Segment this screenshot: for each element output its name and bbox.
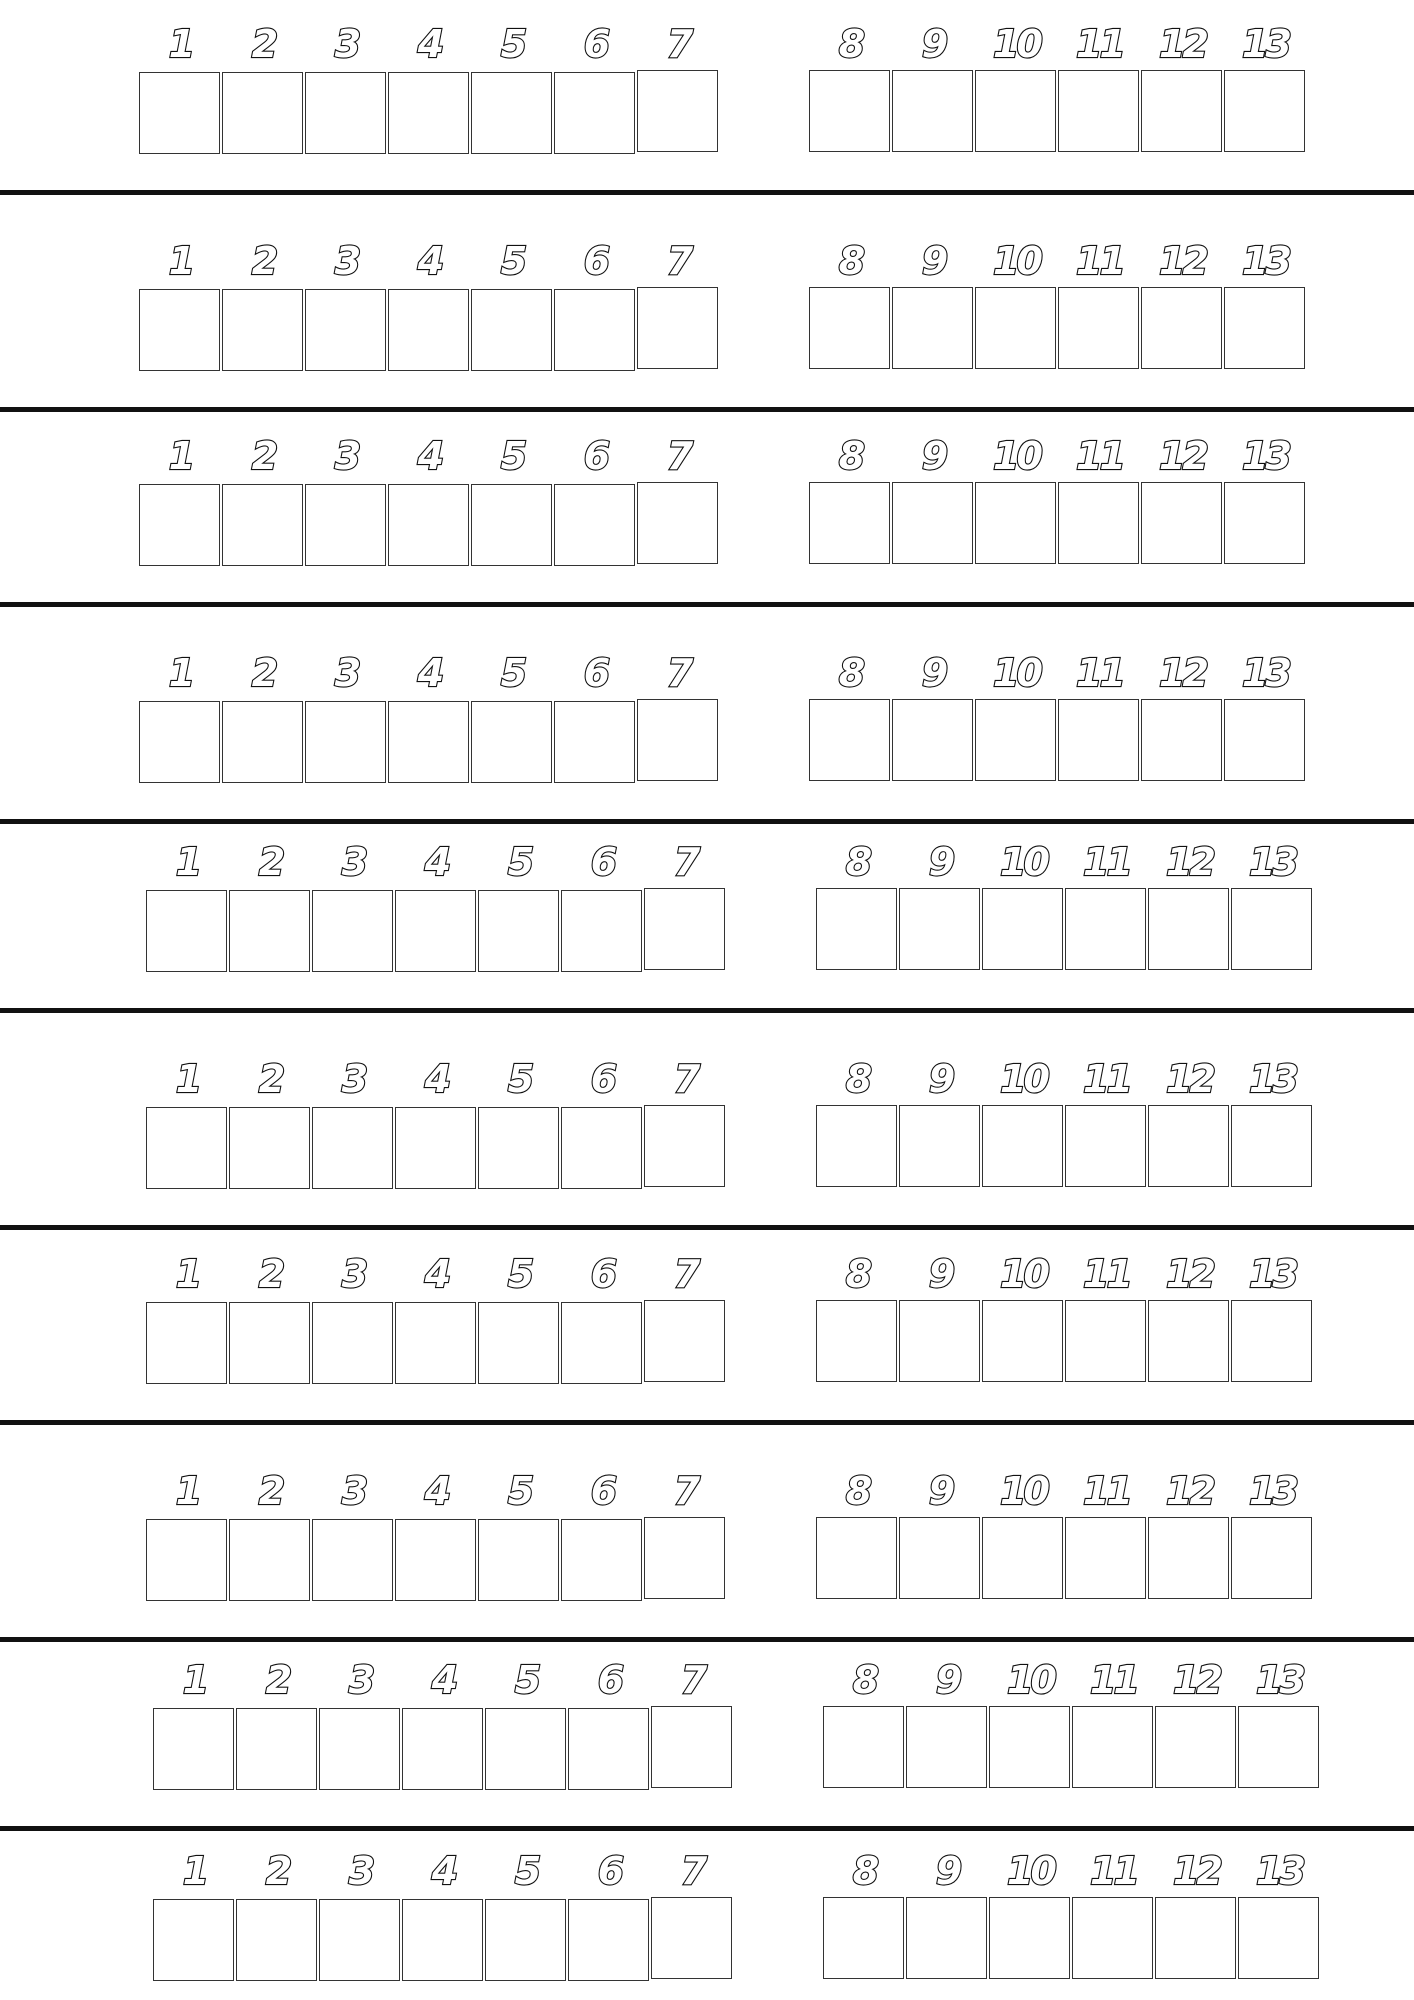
answer-box[interactable] <box>823 1897 904 1979</box>
answer-row <box>0 432 1414 572</box>
answer-box[interactable] <box>1148 1105 1229 1187</box>
cell-number: 4 <box>431 1849 456 1893</box>
answer-box[interactable] <box>388 289 469 371</box>
cell-number: 5 <box>500 434 525 478</box>
answer-box[interactable] <box>319 1899 400 1981</box>
answer-box[interactable] <box>1231 1105 1312 1187</box>
answer-box[interactable] <box>1058 482 1139 564</box>
answer-box[interactable] <box>305 72 386 154</box>
cell-number: 13 <box>1249 1252 1296 1296</box>
cell-number: 8 <box>845 1057 870 1101</box>
answer-box[interactable] <box>1058 70 1139 152</box>
cell-number: 13 <box>1256 1658 1303 1702</box>
answer-box[interactable] <box>809 287 890 369</box>
answer-box[interactable] <box>1065 888 1146 970</box>
answer-row <box>0 1467 1414 1607</box>
answer-box[interactable] <box>229 1519 310 1601</box>
cell-number: 2 <box>265 1658 290 1702</box>
cell-number: 11 <box>1083 1252 1130 1296</box>
answer-box[interactable] <box>989 1897 1070 1979</box>
answer-box[interactable] <box>644 1300 725 1382</box>
cell-number: 12 <box>1173 1849 1220 1893</box>
answer-box[interactable] <box>816 1517 897 1599</box>
cell-number: 6 <box>590 1252 615 1296</box>
cell-number: 9 <box>935 1849 960 1893</box>
cell-number: 10 <box>1000 840 1047 884</box>
cell-number: 2 <box>258 1252 283 1296</box>
answer-row <box>0 838 1414 978</box>
cell-number: 12 <box>1173 1658 1220 1702</box>
answer-box[interactable] <box>485 1899 566 1981</box>
answer-box[interactable] <box>561 1302 642 1384</box>
answer-box[interactable] <box>1141 482 1222 564</box>
cell-number: 5 <box>507 1469 532 1513</box>
answer-box[interactable] <box>637 699 718 781</box>
cell-number: 7 <box>673 1252 698 1296</box>
answer-box[interactable] <box>1058 699 1139 781</box>
answer-row <box>0 1656 1414 1796</box>
answer-box[interactable] <box>1224 699 1305 781</box>
answer-box[interactable] <box>305 701 386 783</box>
cell-number: 10 <box>1000 1469 1047 1513</box>
answer-row <box>0 1250 1414 1390</box>
cell-number: 7 <box>680 1658 705 1702</box>
cell-number: 6 <box>583 239 608 283</box>
answer-box[interactable] <box>222 72 303 154</box>
answer-box[interactable] <box>982 1300 1063 1382</box>
answer-box[interactable] <box>809 482 890 564</box>
answer-box[interactable] <box>899 1105 980 1187</box>
cell-number: 5 <box>507 840 532 884</box>
answer-box[interactable] <box>222 484 303 566</box>
answer-box[interactable] <box>644 1517 725 1599</box>
cell-number: 3 <box>348 1658 373 1702</box>
answer-box[interactable] <box>312 1519 393 1601</box>
cell-number: 5 <box>514 1658 539 1702</box>
cell-number: 12 <box>1166 1057 1213 1101</box>
answer-box[interactable] <box>395 1302 476 1384</box>
cell-number: 9 <box>921 22 946 66</box>
cell-number: 9 <box>928 1252 953 1296</box>
answer-box[interactable] <box>1238 1897 1319 1979</box>
cell-number: 2 <box>258 1057 283 1101</box>
cell-number: 5 <box>500 22 525 66</box>
answer-box[interactable] <box>809 70 890 152</box>
answer-box[interactable] <box>388 701 469 783</box>
answer-row <box>0 20 1414 160</box>
cell-number: 10 <box>1007 1658 1054 1702</box>
row-divider <box>0 602 1414 607</box>
cell-number: 5 <box>500 239 525 283</box>
row-divider <box>0 1008 1414 1013</box>
cell-number: 8 <box>838 239 863 283</box>
answer-box[interactable] <box>892 699 973 781</box>
answer-box[interactable] <box>975 70 1056 152</box>
cell-number: 2 <box>251 434 276 478</box>
cell-number: 10 <box>993 651 1040 695</box>
answer-box[interactable] <box>651 1706 732 1788</box>
answer-box[interactable] <box>809 699 890 781</box>
answer-box[interactable] <box>395 1519 476 1601</box>
cell-number: 3 <box>334 434 359 478</box>
answer-box[interactable] <box>637 70 718 152</box>
cell-number: 4 <box>431 1658 456 1702</box>
answer-box[interactable] <box>1058 287 1139 369</box>
cell-number: 7 <box>666 22 691 66</box>
cell-number: 3 <box>334 239 359 283</box>
cell-number: 4 <box>417 651 442 695</box>
cell-number: 12 <box>1159 239 1206 283</box>
cell-number: 2 <box>258 1469 283 1513</box>
answer-box[interactable] <box>236 1708 317 1790</box>
answer-box[interactable] <box>1072 1706 1153 1788</box>
cell-number: 1 <box>168 22 193 66</box>
answer-box[interactable] <box>471 72 552 154</box>
answer-box[interactable] <box>146 1107 227 1189</box>
cell-number: 6 <box>583 22 608 66</box>
answer-box[interactable] <box>1224 287 1305 369</box>
answer-box[interactable] <box>651 1897 732 1979</box>
answer-box[interactable] <box>1238 1706 1319 1788</box>
cell-number: 7 <box>666 239 691 283</box>
answer-box[interactable] <box>644 1105 725 1187</box>
cell-number: 12 <box>1166 1252 1213 1296</box>
answer-box[interactable] <box>975 287 1056 369</box>
cell-number: 12 <box>1159 434 1206 478</box>
answer-box[interactable] <box>1065 1517 1146 1599</box>
cell-number: 8 <box>852 1658 877 1702</box>
row-divider <box>0 1637 1414 1642</box>
cell-number: 8 <box>838 434 863 478</box>
answer-box[interactable] <box>1141 287 1222 369</box>
answer-box[interactable] <box>906 1706 987 1788</box>
cell-number: 13 <box>1242 434 1289 478</box>
cell-number: 10 <box>1000 1057 1047 1101</box>
answer-box[interactable] <box>1065 1300 1146 1382</box>
cell-number: 7 <box>666 651 691 695</box>
cell-number: 6 <box>583 434 608 478</box>
answer-box[interactable] <box>982 1105 1063 1187</box>
cell-number: 3 <box>334 651 359 695</box>
answer-box[interactable] <box>153 1708 234 1790</box>
answer-row <box>0 237 1414 377</box>
cell-number: 1 <box>168 434 193 478</box>
cell-number: 6 <box>583 651 608 695</box>
cell-number: 7 <box>680 1849 705 1893</box>
cell-number: 6 <box>597 1849 622 1893</box>
answer-box[interactable] <box>1148 1300 1229 1382</box>
answer-row <box>0 649 1414 789</box>
answer-box[interactable] <box>561 890 642 972</box>
cell-number: 8 <box>845 1469 870 1513</box>
answer-box[interactable] <box>139 484 220 566</box>
cell-number: 13 <box>1249 1057 1296 1101</box>
answer-box[interactable] <box>975 482 1056 564</box>
answer-box[interactable] <box>1148 888 1229 970</box>
cell-number: 3 <box>341 840 366 884</box>
cell-number: 11 <box>1076 239 1123 283</box>
cell-number: 13 <box>1242 22 1289 66</box>
cell-number: 5 <box>507 1057 532 1101</box>
cell-number: 9 <box>928 1469 953 1513</box>
cell-number: 2 <box>251 651 276 695</box>
answer-box[interactable] <box>395 1107 476 1189</box>
cell-number: 8 <box>838 651 863 695</box>
answer-box[interactable] <box>1155 1897 1236 1979</box>
answer-box[interactable] <box>561 1107 642 1189</box>
cell-number: 4 <box>417 239 442 283</box>
cell-number: 6 <box>590 1057 615 1101</box>
answer-box[interactable] <box>1141 699 1222 781</box>
cell-number: 11 <box>1076 434 1123 478</box>
cell-number: 10 <box>993 22 1040 66</box>
answer-box[interactable] <box>568 1708 649 1790</box>
answer-box[interactable] <box>906 1897 987 1979</box>
cell-number: 3 <box>334 22 359 66</box>
cell-number: 4 <box>424 1057 449 1101</box>
answer-box[interactable] <box>1224 482 1305 564</box>
answer-box[interactable] <box>229 1302 310 1384</box>
answer-box[interactable] <box>899 1300 980 1382</box>
cell-number: 12 <box>1159 22 1206 66</box>
cell-number: 13 <box>1242 239 1289 283</box>
answer-box[interactable] <box>892 287 973 369</box>
answer-box[interactable] <box>1224 70 1305 152</box>
cell-number: 12 <box>1166 1469 1213 1513</box>
cell-number: 2 <box>251 22 276 66</box>
answer-box[interactable] <box>568 1899 649 1981</box>
cell-number: 1 <box>168 651 193 695</box>
answer-box[interactable] <box>1231 888 1312 970</box>
cell-number: 11 <box>1076 651 1123 695</box>
cell-number: 1 <box>175 840 200 884</box>
answer-box[interactable] <box>312 1107 393 1189</box>
answer-box[interactable] <box>1148 1517 1229 1599</box>
cell-number: 1 <box>182 1658 207 1702</box>
answer-box[interactable] <box>402 1899 483 1981</box>
answer-box[interactable] <box>236 1899 317 1981</box>
cell-number: 11 <box>1090 1658 1137 1702</box>
answer-box[interactable] <box>153 1899 234 1981</box>
cell-number: 10 <box>1007 1849 1054 1893</box>
cell-number: 7 <box>673 1469 698 1513</box>
answer-box[interactable] <box>816 1300 897 1382</box>
answer-box[interactable] <box>471 289 552 371</box>
answer-box[interactable] <box>319 1708 400 1790</box>
cell-number: 7 <box>673 1057 698 1101</box>
answer-box[interactable] <box>982 888 1063 970</box>
answer-box[interactable] <box>222 701 303 783</box>
row-divider <box>0 1826 1414 1831</box>
cell-number: 4 <box>424 1252 449 1296</box>
answer-box[interactable] <box>637 482 718 564</box>
cell-number: 12 <box>1166 840 1213 884</box>
answer-box[interactable] <box>305 484 386 566</box>
cell-number: 2 <box>265 1849 290 1893</box>
answer-box[interactable] <box>816 888 897 970</box>
cell-number: 1 <box>168 239 193 283</box>
cell-number: 4 <box>424 1469 449 1513</box>
cell-number: 5 <box>514 1849 539 1893</box>
cell-number: 1 <box>182 1849 207 1893</box>
answer-box[interactable] <box>146 890 227 972</box>
cell-number: 4 <box>417 22 442 66</box>
answer-box[interactable] <box>554 484 635 566</box>
answer-box[interactable] <box>823 1706 904 1788</box>
cell-number: 10 <box>1000 1252 1047 1296</box>
cell-number: 11 <box>1083 840 1130 884</box>
cell-number: 1 <box>175 1252 200 1296</box>
cell-number: 2 <box>258 840 283 884</box>
answer-box[interactable] <box>478 1107 559 1189</box>
answer-box[interactable] <box>471 701 552 783</box>
cell-number: 7 <box>666 434 691 478</box>
cell-number: 11 <box>1090 1849 1137 1893</box>
answer-box[interactable] <box>471 484 552 566</box>
answer-box[interactable] <box>305 289 386 371</box>
answer-box[interactable] <box>644 888 725 970</box>
answer-box[interactable] <box>388 72 469 154</box>
answer-box[interactable] <box>1155 1706 1236 1788</box>
answer-box[interactable] <box>899 1517 980 1599</box>
cell-number: 6 <box>590 1469 615 1513</box>
cell-number: 3 <box>341 1469 366 1513</box>
answer-box[interactable] <box>1231 1517 1312 1599</box>
row-divider <box>0 190 1414 195</box>
cell-number: 9 <box>921 239 946 283</box>
cell-number: 13 <box>1256 1849 1303 1893</box>
answer-box[interactable] <box>554 701 635 783</box>
answer-row <box>0 1847 1414 1987</box>
cell-number: 8 <box>838 22 863 66</box>
cell-number: 9 <box>921 651 946 695</box>
cell-number: 4 <box>417 434 442 478</box>
answer-box[interactable] <box>139 72 220 154</box>
cell-number: 4 <box>424 840 449 884</box>
cell-number: 9 <box>921 434 946 478</box>
answer-box[interactable] <box>816 1105 897 1187</box>
answer-box[interactable] <box>1231 1300 1312 1382</box>
answer-box[interactable] <box>899 888 980 970</box>
row-divider <box>0 1420 1414 1425</box>
answer-box[interactable] <box>1072 1897 1153 1979</box>
cell-number: 9 <box>928 840 953 884</box>
cell-number: 11 <box>1076 22 1123 66</box>
answer-box[interactable] <box>312 1302 393 1384</box>
row-divider <box>0 1225 1414 1230</box>
answer-box[interactable] <box>989 1706 1070 1788</box>
answer-box[interactable] <box>139 701 220 783</box>
answer-box[interactable] <box>554 289 635 371</box>
cell-number: 12 <box>1159 651 1206 695</box>
cell-number: 3 <box>341 1057 366 1101</box>
answer-box[interactable] <box>892 482 973 564</box>
cell-number: 10 <box>993 239 1040 283</box>
answer-box[interactable] <box>229 890 310 972</box>
cell-number: 2 <box>251 239 276 283</box>
answer-box[interactable] <box>485 1708 566 1790</box>
cell-number: 8 <box>845 840 870 884</box>
cell-number: 1 <box>175 1057 200 1101</box>
row-divider <box>0 819 1414 824</box>
answer-box[interactable] <box>312 890 393 972</box>
cell-number: 9 <box>928 1057 953 1101</box>
answer-box[interactable] <box>1141 70 1222 152</box>
answer-box[interactable] <box>478 890 559 972</box>
cell-number: 3 <box>348 1849 373 1893</box>
cell-number: 8 <box>845 1252 870 1296</box>
answer-row <box>0 1055 1414 1195</box>
cell-number: 13 <box>1242 651 1289 695</box>
answer-box[interactable] <box>146 1519 227 1601</box>
cell-number: 5 <box>507 1252 532 1296</box>
answer-box[interactable] <box>1065 1105 1146 1187</box>
cell-number: 13 <box>1249 840 1296 884</box>
cell-number: 10 <box>993 434 1040 478</box>
cell-number: 1 <box>175 1469 200 1513</box>
cell-number: 11 <box>1083 1057 1130 1101</box>
answer-box[interactable] <box>222 289 303 371</box>
answer-box[interactable] <box>146 1302 227 1384</box>
answer-box[interactable] <box>892 70 973 152</box>
cell-number: 9 <box>935 1658 960 1702</box>
cell-number: 7 <box>673 840 698 884</box>
answer-box[interactable] <box>478 1519 559 1601</box>
row-divider <box>0 407 1414 412</box>
cell-number: 3 <box>341 1252 366 1296</box>
answer-box[interactable] <box>982 1517 1063 1599</box>
answer-box[interactable] <box>388 484 469 566</box>
answer-box[interactable] <box>554 72 635 154</box>
answer-box[interactable] <box>229 1107 310 1189</box>
cell-number: 13 <box>1249 1469 1296 1513</box>
answer-box[interactable] <box>395 890 476 972</box>
answer-box[interactable] <box>139 289 220 371</box>
answer-box[interactable] <box>637 287 718 369</box>
answer-box[interactable] <box>478 1302 559 1384</box>
answer-box[interactable] <box>975 699 1056 781</box>
cell-number: 11 <box>1083 1469 1130 1513</box>
cell-number: 6 <box>597 1658 622 1702</box>
cell-number: 5 <box>500 651 525 695</box>
answer-box[interactable] <box>402 1708 483 1790</box>
cell-number: 6 <box>590 840 615 884</box>
cell-number: 8 <box>852 1849 877 1893</box>
answer-box[interactable] <box>561 1519 642 1601</box>
